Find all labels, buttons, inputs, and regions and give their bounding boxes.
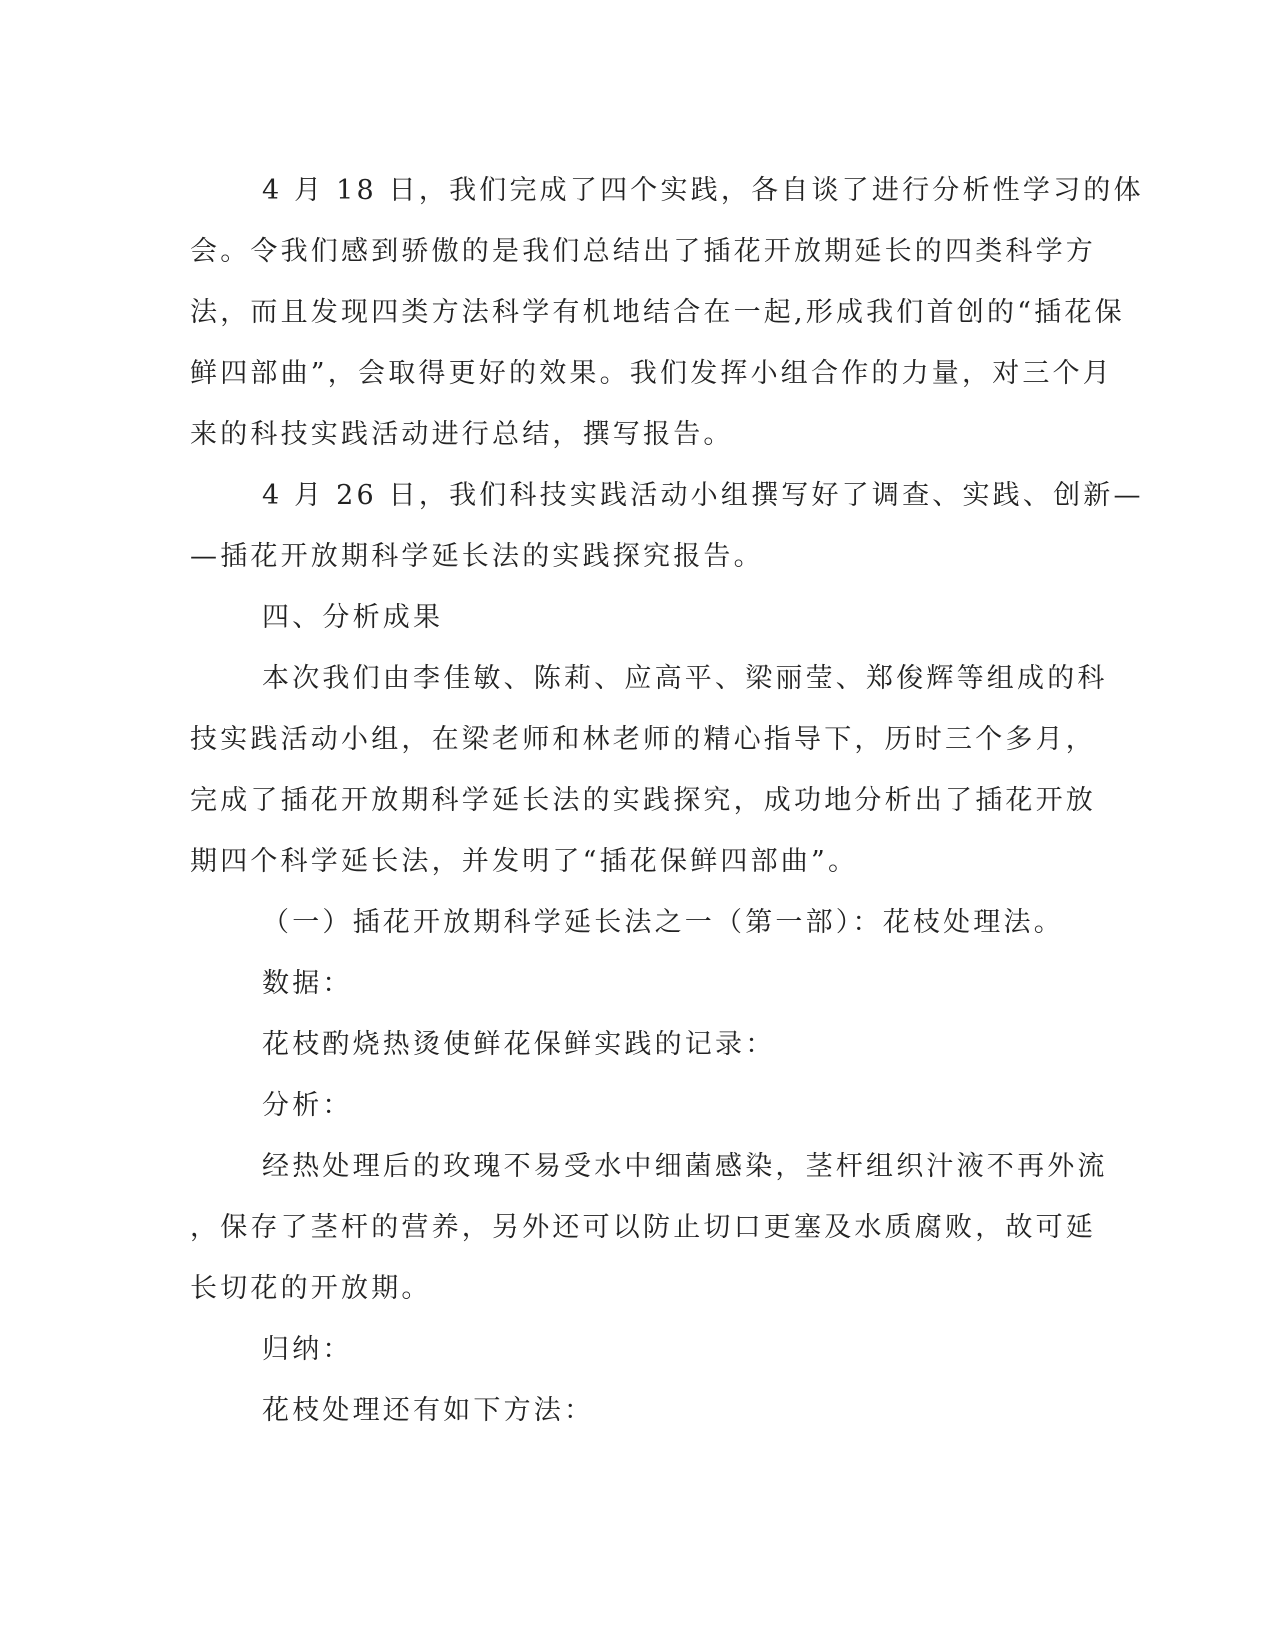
text-line: 花枝酌烧热烫使鲜花保鲜实践的记录： bbox=[262, 1029, 776, 1060]
text-line: 经热处理后的玫瑰不易受水中细菌感染，茎杆组织汁液不再外流 bbox=[262, 1151, 1108, 1182]
text-line: 会。令我们感到骄傲的是我们总结出了插花开放期延长的四类科学方 bbox=[190, 236, 1096, 267]
label-analysis bbox=[190, 1075, 1085, 1136]
section-heading-analysis-results bbox=[190, 587, 1085, 648]
label-summary bbox=[190, 1319, 1085, 1380]
text-line: 花枝处理还有如下方法： bbox=[262, 1395, 595, 1426]
text-line: —插花开放期科学延长法的实践探究报告。 bbox=[190, 541, 764, 572]
paragraph-methods-intro bbox=[190, 1380, 1085, 1441]
record-caption bbox=[190, 1014, 1085, 1075]
section-heading: 四、分析成果 bbox=[262, 602, 444, 633]
label-text: 数据： bbox=[262, 968, 353, 999]
text-line: 鲜四部曲”，会取得更好的效果。我们发挥小组合作的力量，对三个月 bbox=[190, 358, 1114, 389]
text-line: 长切花的开放期。 bbox=[190, 1273, 432, 1304]
text-line: 本次我们由李佳敏、陈莉、应高平、梁丽莹、郑俊辉等组成的科 bbox=[262, 663, 1108, 694]
label-text: 归纳： bbox=[262, 1334, 353, 1365]
paragraph-april-18 bbox=[190, 160, 1144, 465]
subsection-heading: （一）插花开放期科学延长法之一（第一部）：花枝处理法。 bbox=[262, 907, 1064, 938]
text-line: 4 月 26 日，我们科技实践活动小组撰写好了调查、实践、创新— bbox=[262, 480, 1144, 511]
paragraph-april-26 bbox=[190, 465, 1144, 587]
paragraph-team-summary bbox=[190, 648, 1108, 892]
text-line: ，保存了茎杆的营养，另外还可以防止切口更塞及水质腐败，故可延 bbox=[190, 1212, 1096, 1243]
text-line: 法，而且发现四类方法科学有机地结合在一起,形成我们首创的“插花保 bbox=[190, 297, 1125, 328]
text-line: 来的科技实践活动进行总结，撰写报告。 bbox=[190, 419, 734, 450]
label-data bbox=[190, 953, 1085, 1014]
text-line: 技实践活动小组，在梁老师和林老师的精心指导下，历时三个多月， bbox=[190, 724, 1096, 755]
label-text: 分析： bbox=[262, 1090, 353, 1121]
text-line: 完成了插花开放期科学延长法的实践探究，成功地分析出了插花开放 bbox=[190, 785, 1096, 816]
text-line: 4 月 18 日，我们完成了四个实践，各自谈了进行分析性学习的体 bbox=[262, 175, 1144, 206]
subsection-heading-method-one bbox=[190, 892, 1085, 953]
text-line: 期四个科学延长法，并发明了“插花保鲜四部曲”。 bbox=[190, 846, 859, 877]
paragraph-analysis-body bbox=[190, 1136, 1108, 1319]
